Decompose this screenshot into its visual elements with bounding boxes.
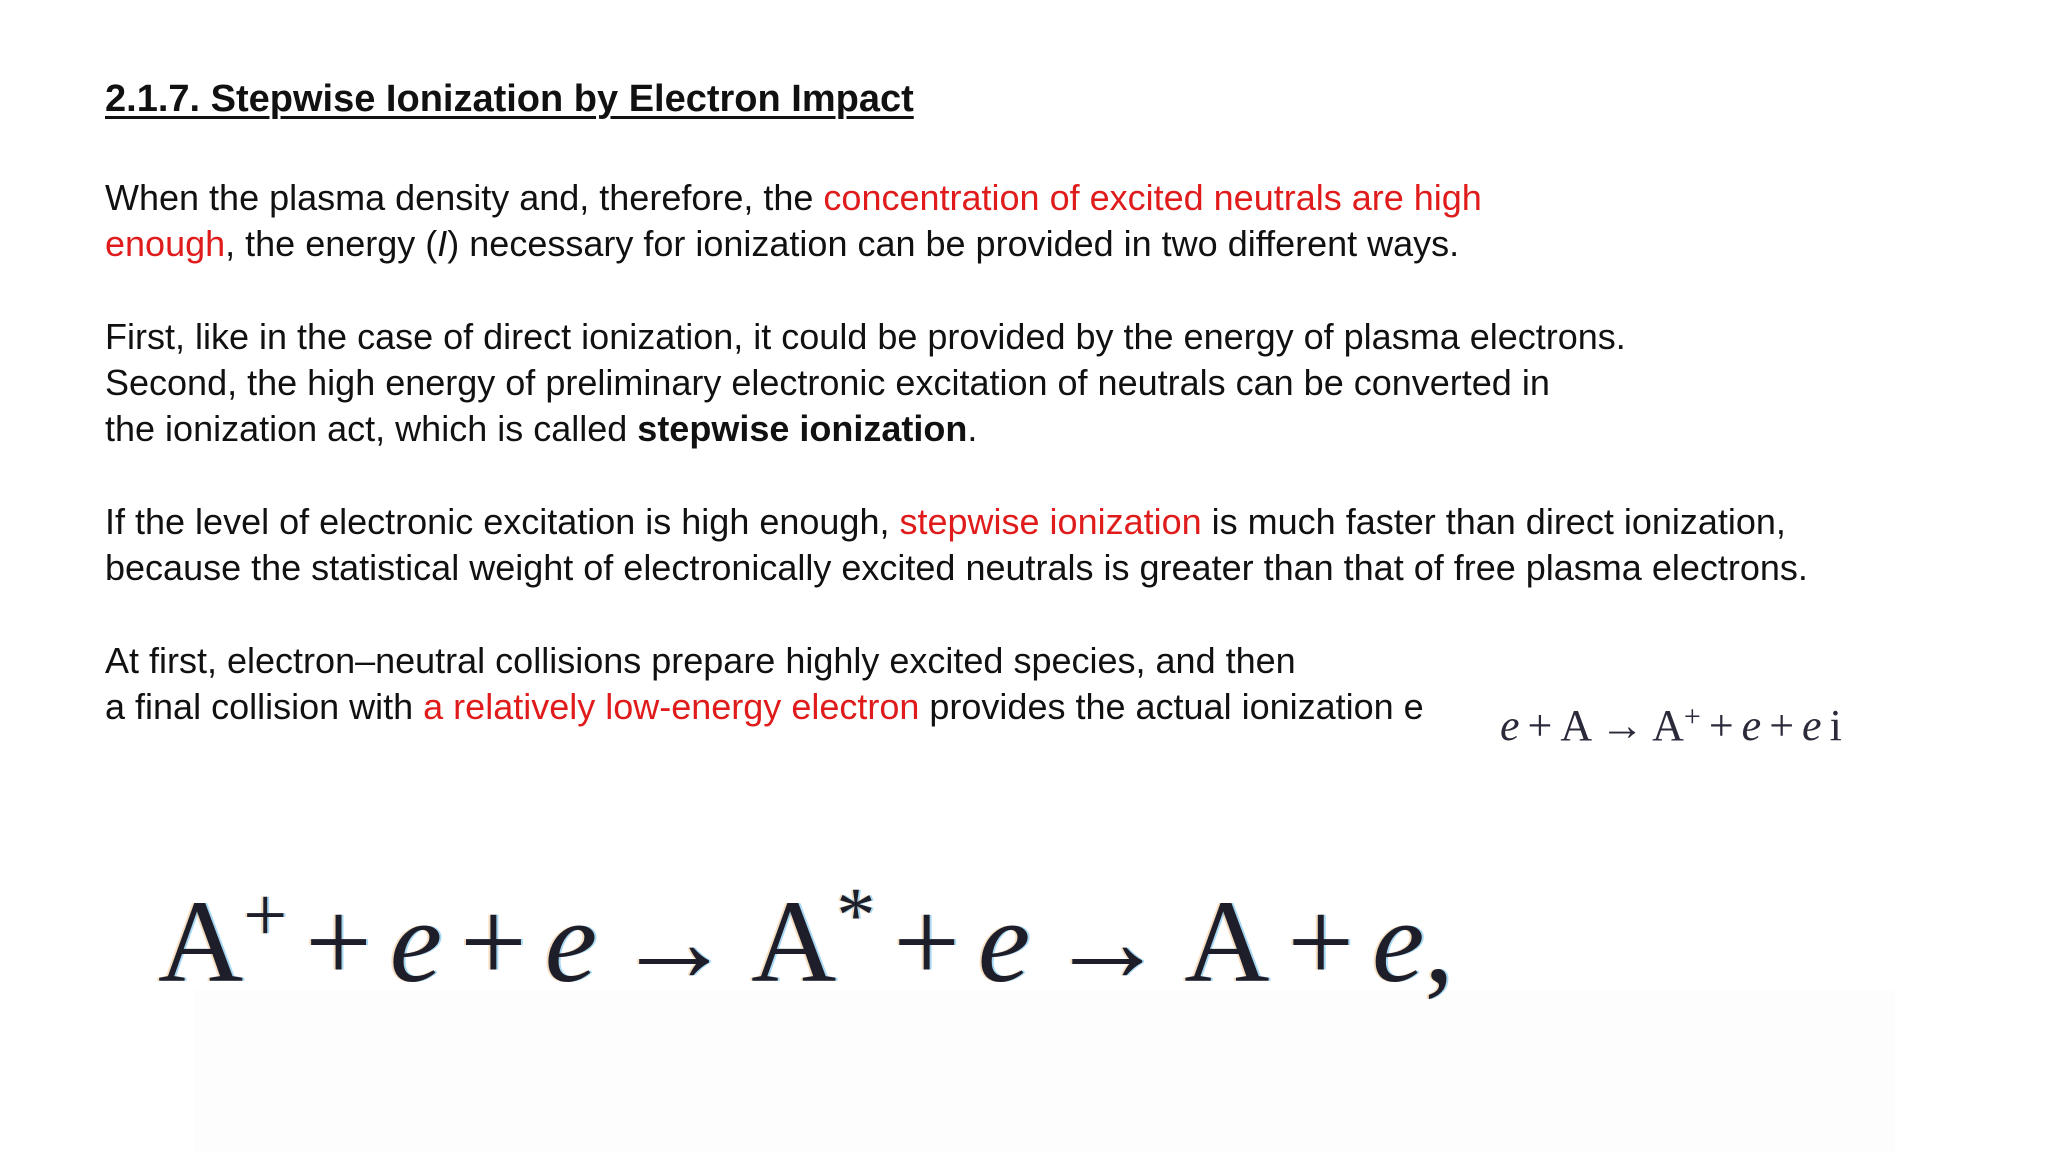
bold-term: stepwise ionization bbox=[637, 408, 968, 449]
text-run: When the plasma density and, therefore, the bbox=[105, 177, 824, 218]
paragraph-line: At first, electron–neutral collisions prepare highly excited species, and then bbox=[105, 640, 1296, 681]
paragraph-collisions bbox=[105, 638, 1424, 730]
text-run: is much faster than direct ionization, bbox=[1201, 501, 1786, 542]
highlight-text: stepwise ionization bbox=[899, 501, 1202, 542]
eq-arrow: → bbox=[1048, 876, 1167, 1007]
eq-operator: + bbox=[1769, 701, 1795, 746]
image-background bbox=[195, 990, 1895, 1152]
eq-operator: + bbox=[1527, 701, 1553, 746]
eq-symbol: A bbox=[1652, 701, 1684, 746]
eq-symbol: e bbox=[1372, 876, 1425, 1007]
eq-operator: + bbox=[460, 876, 527, 1007]
eq-arrow: → bbox=[615, 876, 734, 1007]
eq-superscript: + bbox=[243, 871, 288, 958]
paragraph-two-ways bbox=[105, 314, 1626, 452]
paragraph-line bbox=[105, 175, 1482, 221]
eq-symbol: A bbox=[1184, 876, 1270, 1007]
text-run: a final collision with bbox=[105, 686, 424, 727]
paragraph-line: Second, the high energy of preliminary electronic excitation of neutrals can be converted in bbox=[105, 362, 1550, 403]
text-run: . bbox=[967, 408, 978, 449]
paragraph-line: because the statistical weight of electronically excited neutrals is greater than that of free plasma electrons. bbox=[105, 547, 1808, 588]
eq-punctuation: , bbox=[1424, 876, 1454, 1007]
eq-symbol: e bbox=[1802, 701, 1822, 746]
eq-symbol: e bbox=[1500, 701, 1520, 746]
eq-symbol: e bbox=[1741, 701, 1762, 746]
italic-symbol: I bbox=[437, 223, 448, 264]
eq-operator: + bbox=[305, 876, 372, 1007]
eq-operator: + bbox=[1287, 876, 1355, 1007]
paragraph-faster bbox=[105, 499, 1808, 591]
eq-symbol: A bbox=[1560, 701, 1593, 746]
text-run: , the energy ( bbox=[225, 223, 438, 264]
highlight-text: a relatively low-energy electron bbox=[423, 686, 920, 727]
section-title: 2.1.7. Stepwise Ionization by Electron Impact bbox=[105, 78, 914, 120]
recombination-equation bbox=[158, 850, 1454, 1007]
eq-superscript: * bbox=[836, 871, 876, 958]
eq-symbol: e bbox=[544, 876, 598, 1007]
eq-symbol: i bbox=[1829, 701, 1842, 746]
paragraph-line bbox=[105, 406, 1626, 452]
paragraph-line: First, like in the case of direct ionization, it could be provided by the energy of plasma electrons. bbox=[105, 316, 1626, 357]
eq-symbol: A bbox=[751, 876, 837, 1007]
eq-operator: + bbox=[1708, 701, 1734, 746]
text-run: If the level of electronic excitation is high enough, bbox=[105, 501, 900, 542]
eq-symbol: e bbox=[977, 876, 1031, 1007]
highlight-text: enough bbox=[105, 223, 226, 264]
paragraph-line bbox=[105, 499, 1808, 545]
inline-ionization-equation bbox=[1500, 688, 1950, 746]
highlight-text: concentration of excited neutrals are high bbox=[823, 177, 1482, 218]
eq-symbol: A bbox=[158, 876, 244, 1007]
eq-symbol: e bbox=[389, 876, 443, 1007]
eq-operator: + bbox=[893, 876, 960, 1007]
eq-superscript: + bbox=[1683, 700, 1701, 733]
text-run: ) necessary for ionization can be provided in two different ways. bbox=[447, 223, 1460, 264]
text-run: the ionization act, which is called bbox=[105, 408, 638, 449]
eq-arrow: → bbox=[1600, 701, 1645, 746]
paragraph-excited-neutrals bbox=[105, 175, 1482, 267]
paragraph-line bbox=[105, 684, 1424, 730]
text-run: provides the actual ionization e bbox=[919, 686, 1424, 727]
paragraph-line bbox=[105, 221, 1482, 267]
